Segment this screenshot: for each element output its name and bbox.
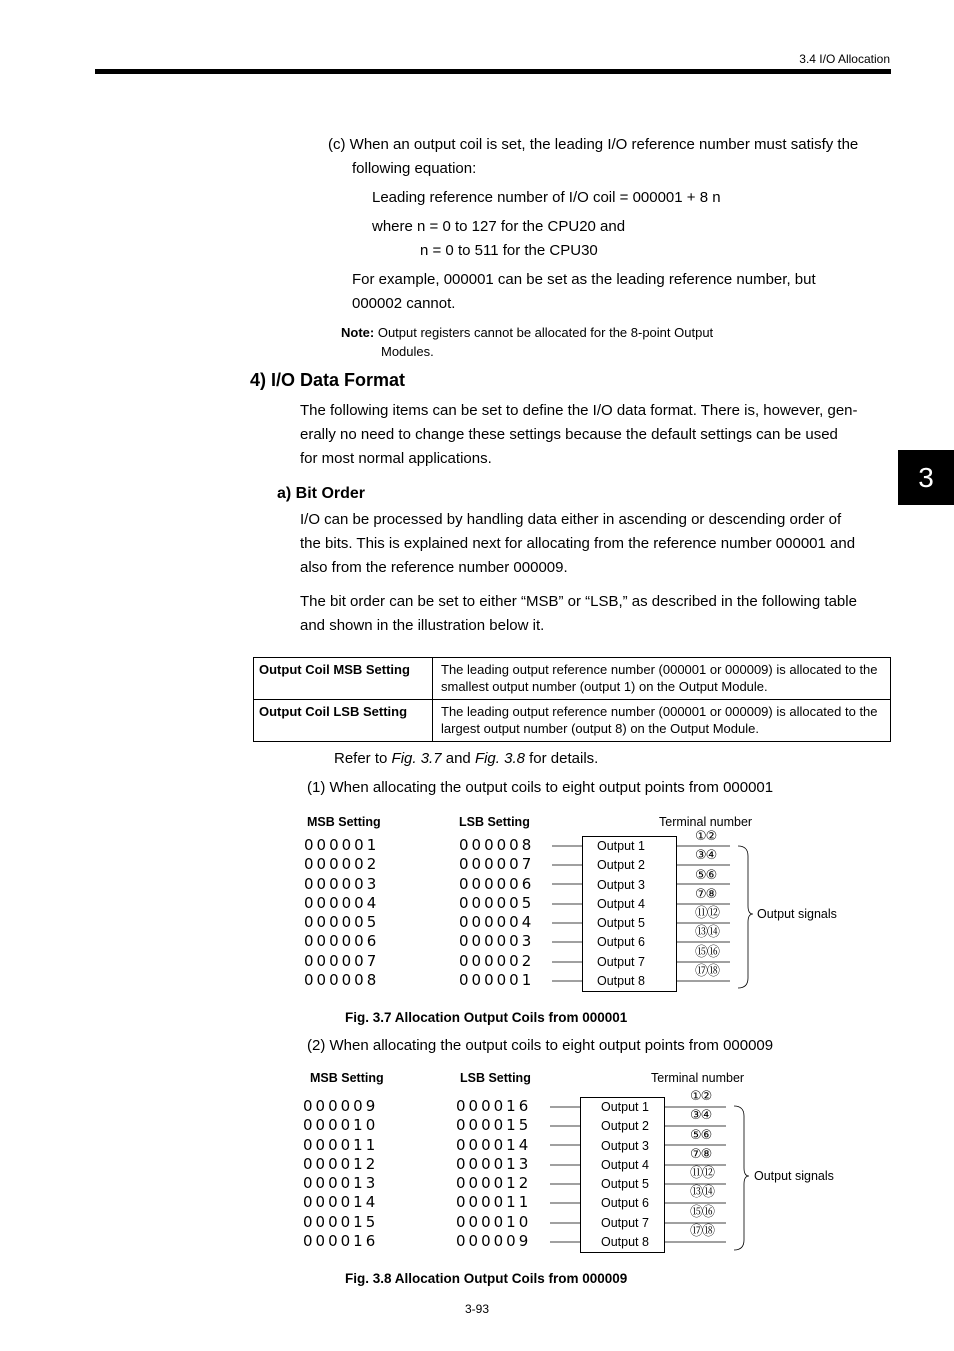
- list-item: 000006: [459, 874, 535, 893]
- list-item: 000015: [303, 1212, 379, 1231]
- bit-order-para2-line1: The bit order can be set to either “MSB” or “LSB,” as described in the following table: [300, 593, 857, 610]
- list-item: ⑦⑧: [695, 886, 717, 902]
- list-item: ⑮⑯: [690, 1204, 715, 1220]
- list-item: 000002: [304, 855, 380, 874]
- fig2-signals-label: Output signals: [754, 1169, 834, 1183]
- list-item: 000004: [459, 913, 535, 932]
- list-item: Output 1: [601, 1100, 649, 1114]
- fig1-signals-label: Output signals: [757, 907, 837, 921]
- list-item: ⑬⑭: [695, 925, 720, 941]
- table-key: Output Coil MSB Setting: [254, 658, 433, 700]
- list-item: Output 7: [597, 954, 645, 969]
- refer-post: for details.: [524, 750, 599, 767]
- list-item: ⑬⑭: [690, 1185, 715, 1201]
- running-header: 3.4 I/O Allocation: [799, 52, 890, 66]
- list-item: 000015: [456, 1116, 532, 1135]
- table-desc: The leading output reference number (000001 or 000009) is allocated to the smallest output number (output 1) on the Output Module.: [433, 658, 891, 700]
- list-item: 000003: [304, 874, 380, 893]
- fig-ref-2[interactable]: Fig. 3.8: [474, 750, 525, 767]
- list-item: ⑪⑫: [690, 1166, 715, 1182]
- list-item: Output 5: [597, 916, 645, 931]
- list-item: Output 3: [597, 877, 645, 892]
- fig1-caption: Fig. 3.7 Allocation Output Coils from 000001: [345, 1010, 628, 1025]
- list-item: Output 1: [597, 839, 645, 853]
- fig2-caption: Fig. 3.8 Allocation Output Coils from 000009: [345, 1271, 628, 1286]
- list-item: Output 4: [597, 896, 645, 911]
- list-item: ⑦⑧: [690, 1146, 712, 1162]
- list-item: 000004: [304, 893, 380, 912]
- note-label: Note:: [341, 325, 375, 340]
- page-number: 3-93: [464, 1302, 490, 1316]
- list-item: Output 6: [601, 1196, 649, 1211]
- list-item: ⑪⑫: [695, 906, 720, 922]
- list-item: Output 7: [601, 1215, 649, 1230]
- list-item: ⑰⑱: [695, 964, 720, 980]
- list-item: 000008: [304, 971, 380, 990]
- fig1-intro: (1) When allocating the output coils to eight output points from 000001: [307, 779, 774, 796]
- example-line2: 000002 cannot.: [352, 295, 456, 312]
- list-item: ①②: [695, 829, 717, 844]
- chapter-tab: 3: [898, 450, 954, 505]
- fig1-terminal-label: Terminal number: [659, 815, 753, 829]
- list-item: 000006: [304, 932, 380, 951]
- list-item: 000011: [303, 1135, 379, 1154]
- fig2-msb-label: MSB Setting: [310, 1071, 384, 1085]
- section-para-line3: for most normal applications.: [300, 450, 492, 467]
- table-key: Output Coil LSB Setting: [254, 700, 433, 742]
- list-item: Output 8: [597, 974, 645, 989]
- list-item: 000002: [459, 951, 535, 970]
- list-item: 000014: [303, 1193, 379, 1212]
- list-item: 000010: [456, 1212, 532, 1231]
- list-item: Output 2: [597, 858, 645, 873]
- note-line2: Modules.: [381, 344, 434, 359]
- list-item: 000005: [459, 893, 535, 912]
- fig2-terminal-column: [690, 1087, 714, 1241]
- list-item: 000008: [459, 836, 535, 854]
- fig2-lsb-label: LSB Setting: [460, 1071, 531, 1085]
- list-item: 000009: [303, 1097, 379, 1115]
- note-text: Output registers cannot be allocated for the 8-point Output: [377, 325, 714, 340]
- list-item: ③④: [690, 1108, 712, 1124]
- refer-pre: Refer to: [334, 750, 392, 767]
- example-line1: For example, 000001 can be set as the leading reference number, but: [352, 271, 816, 288]
- list-item: 000013: [456, 1154, 532, 1173]
- clause-c-line2: following equation:: [352, 160, 477, 177]
- list-item: Output 5: [601, 1177, 649, 1192]
- fig2-terminal-label: Terminal number: [651, 1071, 745, 1085]
- list-item: 000013: [303, 1174, 379, 1193]
- list-item: 000001: [459, 971, 535, 990]
- list-item: 000003: [459, 932, 535, 951]
- list-item: ①②: [690, 1089, 712, 1104]
- fig1-msb-label: MSB Setting: [307, 815, 381, 829]
- list-item: ⑰⑱: [690, 1224, 715, 1240]
- list-item: 000007: [459, 855, 535, 874]
- list-item: 000005: [304, 913, 380, 932]
- list-item: 000007: [304, 951, 380, 970]
- list-item: 000010: [303, 1116, 379, 1135]
- list-item: Output 8: [601, 1235, 649, 1250]
- clause-c-line1: (c) When an output coil is set, the leading I/O reference number must satisfy the: [328, 136, 859, 153]
- where-line2: n = 0 to 511 for the CPU30: [420, 242, 598, 259]
- list-item: Output 3: [601, 1138, 649, 1153]
- fig1-lsb-label: LSB Setting: [459, 815, 530, 829]
- subsection-heading: a) Bit Order: [277, 485, 366, 502]
- list-item: ⑤⑥: [690, 1127, 712, 1143]
- bit-order-para2-line2: and shown in the illustration below it.: [300, 617, 545, 634]
- section-heading: 4) I/O Data Format: [250, 370, 406, 390]
- list-item: ⑤⑥: [695, 867, 717, 883]
- where-line1: where n = 0 to 127 for the CPU20 and: [372, 218, 626, 235]
- bit-order-para1-line3: also from the reference number 000009.: [300, 559, 568, 576]
- bit-order-para1-line2: the bits. This is explained next for allocating from the reference number 000001 and: [300, 535, 856, 552]
- list-item: Output 2: [601, 1119, 649, 1134]
- section-para-line2: erally no need to change these settings because the default settings can be used: [300, 426, 838, 443]
- list-item: Output 6: [597, 935, 645, 950]
- section-para-line1: The following items can be set to define the I/O data format. There is, however, gen-: [300, 402, 858, 419]
- list-item: 000001: [304, 836, 380, 854]
- list-item: 000012: [303, 1154, 379, 1173]
- list-item: Output 4: [601, 1157, 649, 1172]
- list-item: 000009: [456, 1232, 532, 1251]
- fig2-output-module: [580, 1097, 665, 1253]
- fig2-intro: (2) When allocating the output coils to eight output points from 000009: [307, 1037, 774, 1054]
- bit-order-para1-line1: I/O can be processed by handling data either in ascending or descending order of: [300, 511, 842, 528]
- list-item: 000011: [456, 1193, 532, 1212]
- list-item: 000012: [456, 1174, 532, 1193]
- list-item: 000016: [456, 1097, 532, 1115]
- list-item: 000016: [303, 1232, 379, 1251]
- list-item: 000014: [456, 1135, 532, 1154]
- fig-ref-1[interactable]: Fig. 3.7: [391, 750, 442, 767]
- equation: Leading reference number of I/O coil = 000001 + 8 n: [372, 189, 721, 206]
- list-item: ⑮⑯: [695, 944, 720, 960]
- refer-and: and: [441, 750, 475, 767]
- list-item: ③④: [695, 848, 717, 864]
- table-desc: The leading output reference number (000001 or 000009) is allocated to the largest output number (output 8) on the Output Module.: [433, 700, 891, 742]
